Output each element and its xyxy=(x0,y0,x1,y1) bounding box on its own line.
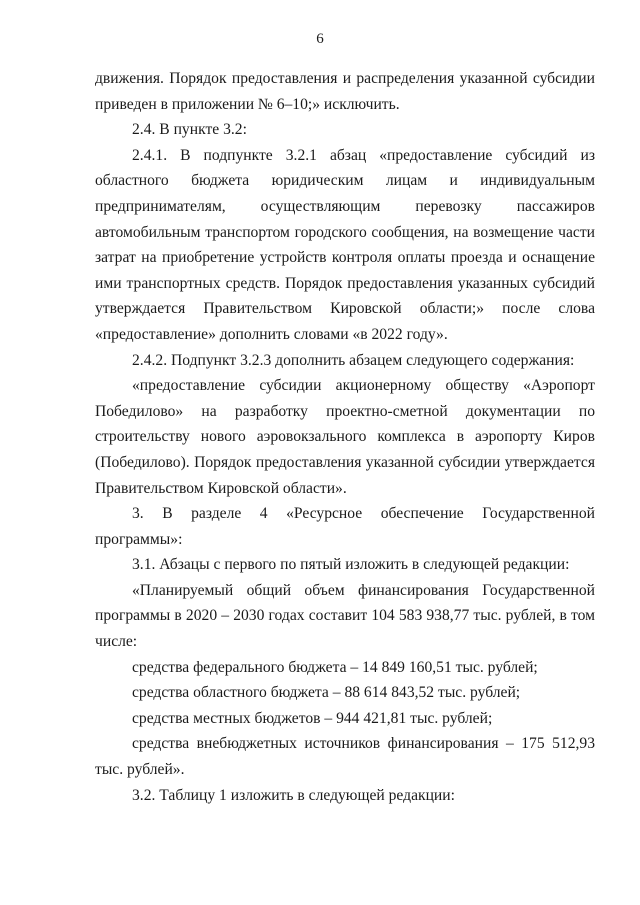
paragraph-item-3-2: 3.2. Таблицу 1 изложить в следующей редакции: xyxy=(132,786,455,804)
page-number: 6 xyxy=(316,31,324,47)
document-body xyxy=(95,66,595,808)
paragraph-continuation: движения. Порядок предоставления и распределения указанной субсидии приведен в приложении № 6–10;» исключить. xyxy=(95,70,595,113)
paragraph-quote-financing: «Планируемый общий объем финансирования Государственной программы в 2020 – 2030 годах составит 104 583 938,77 тыс. рублей, в том числе: xyxy=(95,581,595,651)
paragraph-extrabudgetary: средства внебюджетных источников финансирования – 175 512,93 тыс. рублей». xyxy=(95,735,595,779)
paragraph-item-2-4: 2.4. В пункте 3.2: xyxy=(132,121,247,139)
paragraph-item-2-4-2: 2.4.2. Подпункт 3.2.3 дополнить абзацем следующего содержания: xyxy=(132,351,575,369)
paragraph-regional-budget: средства областного бюджета – 88 614 843,52 тыс. рублей; xyxy=(132,684,521,702)
paragraph-local-budgets: средства местных бюджетов – 944 421,81 тыс. рублей; xyxy=(132,709,493,727)
paragraph-item-3: 3. В разделе 4 «Ресурсное обеспечение Государственной программы»: xyxy=(95,505,595,548)
paragraph-item-2-4-1: 2.4.1. В подпункте 3.2.1 абзац «предоставление субсидий из областного бюджета юридическим лицам и индивидуальным предпринимателям, осуществляющим перевозку пассажиров автомобильным транспортом городского сообщения, на возмещение части затрат на приобретение устройств контроля оплаты проезда и оснащение ими транспортных средств. Порядок предоставления указанных субсидий утверждается Правительством Кировской области;» после слова «предоставление» дополнить словами «в 2022 году». xyxy=(95,146,595,343)
paragraph-item-3-1: 3.1. Абзацы с первого по пятый изложить в следующей редакции: xyxy=(132,556,570,574)
paragraph-quote-subsidy: «предоставление субсидии акционерному обществу «Аэропорт Победилово» на разработку проектно-сметной документации по строительству нового аэровокзального комплекса в аэропорту Киров (Победилово). Порядок предоставления указанной субсидии утверждается Правительством Кировской области». xyxy=(95,377,595,497)
paragraph-federal-budget: средства федерального бюджета – 14 849 160,51 тыс. рублей; xyxy=(132,658,538,676)
